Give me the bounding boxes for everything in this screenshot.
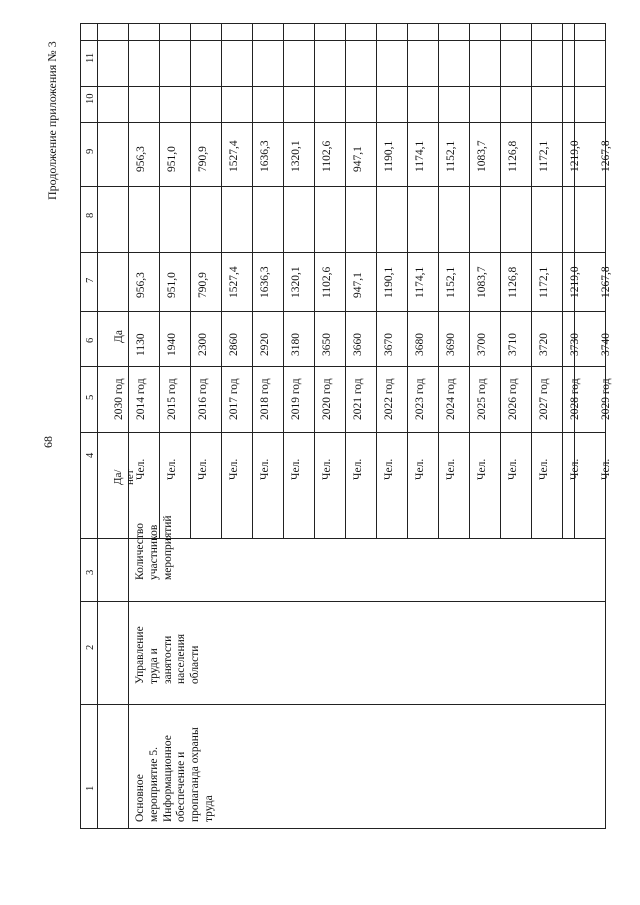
grid-line-row [531, 23, 532, 538]
table-cell: Чел. [600, 458, 612, 480]
table-cell: Чел. [538, 458, 550, 480]
table-cell: 1320,1 [290, 266, 302, 298]
grid-line-row [252, 23, 253, 538]
column-number: 3 [85, 569, 96, 575]
table-cell: 3670 [383, 333, 395, 356]
table-cell: 2023 год [414, 378, 426, 420]
table-cell: 3690 [445, 333, 457, 356]
table-cell: 1527,4 [228, 140, 240, 172]
table-cell: 1174,1 [414, 266, 426, 298]
table-cell: Чел. [414, 458, 426, 480]
column-number: 4 [85, 452, 96, 458]
table-cell: 1126,8 [507, 266, 519, 298]
table-cell: Чел. [197, 458, 209, 480]
grid-line-row [438, 23, 439, 538]
table-cell: 1267,8 [600, 140, 612, 172]
table-cell: 1152,1 [445, 140, 457, 172]
table-cell: 1190,1 [383, 266, 395, 298]
table-cell: 1172,1 [538, 266, 550, 298]
table-cell: Чел. [290, 458, 302, 480]
grid-line-row [376, 23, 377, 538]
grid-line-column [80, 252, 606, 253]
table-cell: 3730 [569, 333, 581, 356]
table-cell: 3660 [352, 333, 364, 356]
cell-indicator: Количество участников мероприятий [134, 515, 174, 580]
table-cell: 1320,1 [290, 140, 302, 172]
table-cell: 1102,6 [321, 140, 333, 172]
table-cell: 2300 [197, 333, 209, 356]
table-cell: 1126,8 [507, 140, 519, 172]
table-cell: 951,0 [166, 146, 178, 172]
table-cell: 956,3 [135, 272, 147, 298]
table-cell: Чел. [569, 458, 581, 480]
grid-line-row [159, 23, 160, 538]
table-cell: Чел. [445, 458, 457, 480]
grid-line-row [128, 23, 129, 829]
table-cell: 1152,1 [445, 266, 457, 298]
table-cell: 2027 год [538, 378, 550, 420]
table-cell: Чел. [321, 458, 333, 480]
table-cell: Чел. [259, 458, 271, 480]
column-number: 1 [85, 785, 96, 791]
page-number: 68 [41, 436, 55, 448]
table-cell: 2020 год [321, 378, 333, 420]
table-cell: 3740 [600, 333, 612, 356]
table-cell: 1130 [135, 333, 147, 356]
column-number: 7 [85, 277, 96, 283]
table-cell: 1083,7 [476, 140, 488, 172]
table-cell: 2920 [259, 333, 271, 356]
table-cell: 790,9 [197, 272, 209, 298]
grid-line-column [80, 432, 606, 433]
table-cell: Чел. [507, 458, 519, 480]
table-cell: Чел. [166, 458, 178, 480]
grid-line-column [80, 122, 606, 123]
table-cell: 3700 [476, 333, 488, 356]
table-cell: Чел. [135, 458, 147, 480]
grid-line-column [80, 311, 606, 312]
table-cell: 3720 [538, 333, 550, 356]
grid-line-row [314, 23, 315, 538]
column-number: 9 [85, 148, 96, 154]
table-cell: 790,9 [197, 146, 209, 172]
table-cell: 1219,0 [569, 266, 581, 298]
table-cell: 2014 год [135, 378, 147, 420]
table-cell: 2017 год [228, 378, 240, 420]
table-cell: 1636,3 [259, 140, 271, 172]
table-cell: 2025 год [476, 378, 488, 420]
table-cell: 1174,1 [414, 140, 426, 172]
table-cell: 2022 год [383, 378, 395, 420]
grid-line-column [80, 704, 606, 705]
header-c5: 2030 год [113, 378, 125, 420]
table-cell: 1083,7 [476, 266, 488, 298]
table-cell: 1267,8 [600, 266, 612, 298]
table-cell: 2018 год [259, 378, 271, 420]
table-cell: 3710 [507, 333, 519, 356]
table-cell: 1172,1 [538, 140, 550, 172]
table-cell: 3180 [290, 333, 302, 356]
grid-line-row [500, 23, 501, 538]
grid-line-row [345, 23, 346, 538]
grid-line-row [283, 23, 284, 538]
table-cell: Чел. [383, 458, 395, 480]
cell-measure-name: Основное мероприятие 5. Информационное обеспечение и пропаганда охраны труда [134, 727, 215, 822]
table-cell: 3650 [321, 333, 333, 356]
grid-line-row [190, 23, 191, 538]
column-number: 5 [85, 394, 96, 400]
table-cell: 2021 год [352, 378, 364, 420]
table-cell: 956,3 [135, 146, 147, 172]
continuation-label: Продолжение приложения № 3 [45, 41, 59, 200]
grid-line-row [407, 23, 408, 538]
header-c6: Да [113, 330, 125, 343]
grid-line-row [221, 23, 222, 538]
column-number: 10 [85, 93, 96, 104]
table-cell: 2028 год [569, 378, 581, 420]
table-cell: 2015 год [166, 378, 178, 420]
grid-line-column [80, 601, 606, 602]
table-cell: 2029 год [600, 378, 612, 420]
grid-line-row [97, 23, 98, 829]
column-number: 6 [85, 337, 96, 343]
column-number: 11 [85, 52, 96, 63]
column-number: 2 [85, 644, 96, 650]
table-cell: 947,1 [352, 146, 364, 172]
table-cell: 1102,6 [321, 266, 333, 298]
table-cell: 2026 год [507, 378, 519, 420]
table-cell: 1190,1 [383, 140, 395, 172]
table-cell: 1219,0 [569, 140, 581, 172]
table-cell: 2019 год [290, 378, 302, 420]
table-cell: 1940 [166, 333, 178, 356]
grid-line-column [80, 40, 606, 41]
table-cell: Чел. [228, 458, 240, 480]
table-cell: 2860 [228, 333, 240, 356]
table-cell: 951,0 [166, 272, 178, 298]
grid-line-column [80, 366, 606, 367]
grid-line-column [80, 186, 606, 187]
grid-line-row [562, 23, 563, 538]
header-c4: Да/ нет [112, 469, 136, 485]
table-cell: 1527,4 [228, 266, 240, 298]
table-cell: 1636,3 [259, 266, 271, 298]
table-cell: 2024 год [445, 378, 457, 420]
table-cell: 3680 [414, 333, 426, 356]
grid-line-row [469, 23, 470, 538]
table-cell: 2016 год [197, 378, 209, 420]
grid-line-column [80, 86, 606, 87]
column-number: 8 [85, 212, 96, 218]
table-cell: Чел. [352, 458, 364, 480]
table-cell: Чел. [476, 458, 488, 480]
table-cell: 947,1 [352, 272, 364, 298]
cell-responsible: Управление труда и занятости населения области [134, 626, 202, 684]
